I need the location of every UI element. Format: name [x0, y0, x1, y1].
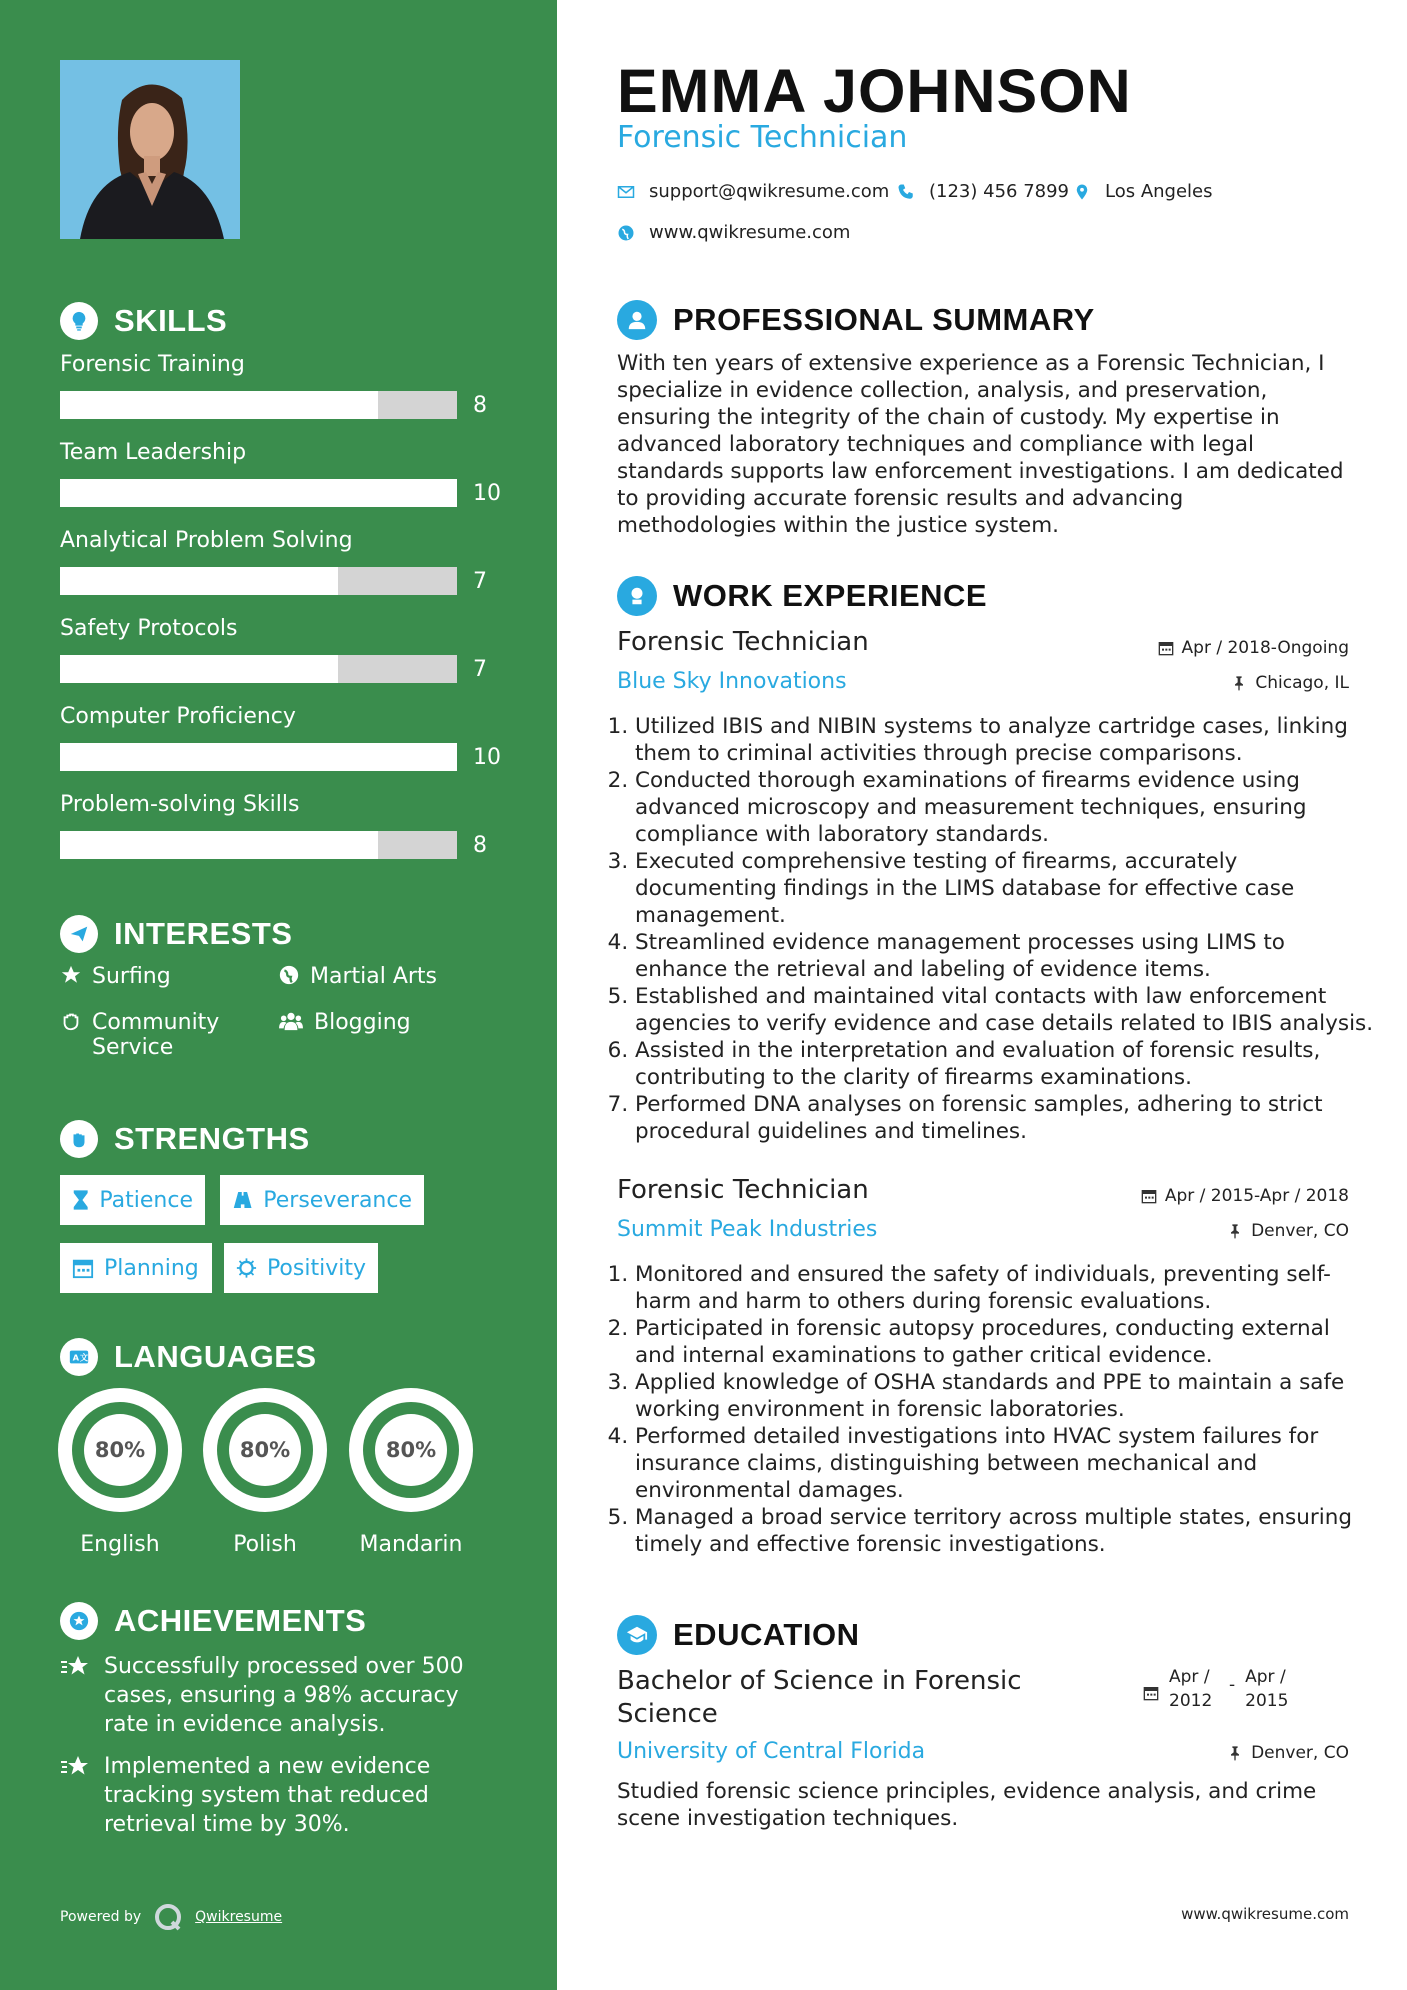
skill-value: 8: [473, 392, 487, 418]
footer-url[interactable]: www.qwikresume.com: [1181, 1905, 1349, 1923]
users-icon: [278, 1010, 304, 1032]
language-ring: [58, 1388, 182, 1512]
sidebar: [0, 0, 557, 1990]
strength-chip: Perseverance: [220, 1175, 424, 1225]
fist-icon: [60, 1120, 98, 1158]
language-icon: [60, 1338, 98, 1376]
job-dates: Apr / 2015-Apr / 2018: [1141, 1186, 1349, 1206]
interest-item: Blogging: [278, 1010, 411, 1035]
language-percent: 80%: [375, 1414, 447, 1486]
skill-value: 7: [473, 568, 487, 594]
education-description: Studied forensic science principles, evidence analysis, and crime scene investigation techniques.: [617, 1779, 1317, 1831]
experience-heading: WORK EXPERIENCE: [617, 576, 987, 616]
calendar-icon: [72, 1257, 94, 1279]
duty-item: 1. Utilized IBIS and NIBIN systems to analyze cartridge cases, linking them to criminal activities through precise comparisons.: [635, 713, 1377, 767]
skill-name: Analytical Problem Solving: [60, 528, 353, 553]
skill-item: [60, 792, 510, 859]
summary-heading: PROFESSIONAL SUMMARY: [617, 300, 1095, 340]
paper-plane-icon: [60, 915, 98, 953]
star-icon: [60, 964, 82, 986]
skill-name: Problem-solving Skills: [60, 792, 300, 817]
globe-icon: [617, 224, 635, 242]
duty-item: 4. Streamlined evidence management processes using LIMS to enhance the retrieval and labeling of evidence items.: [635, 929, 1377, 983]
language-ring: [349, 1388, 473, 1512]
pushpin-icon: [1231, 675, 1247, 691]
interest-item: Community Service: [60, 1010, 240, 1060]
skill-item: [60, 528, 510, 595]
svg-text:文: 文: [79, 1352, 89, 1363]
language-item: [349, 1388, 473, 1557]
language-name: Polish: [233, 1532, 297, 1557]
skill-name: Forensic Training: [60, 352, 245, 377]
job-duties: [610, 713, 1377, 1145]
job-title: Forensic Technician: [617, 1175, 869, 1205]
award-icon: [60, 1602, 98, 1640]
interests-heading: INTERESTS: [60, 915, 292, 953]
duty-item: 4. Performed detailed investigations into HVAC system failures for insurance claims, distinguishing between mechanical and environmental damages.: [635, 1423, 1377, 1504]
skill-value: 8: [473, 832, 487, 858]
qwikresume-link[interactable]: Qwikresume: [195, 1909, 283, 1925]
pushpin-icon: [1227, 1223, 1243, 1239]
skill-value: 7: [473, 656, 487, 682]
skill-bar: [60, 743, 457, 771]
skill-item: [60, 440, 510, 507]
svg-text:A: A: [72, 1352, 80, 1363]
education-school: University of Central Florida: [617, 1739, 926, 1764]
job-duties: [610, 1261, 1377, 1558]
skill-item: [60, 352, 510, 419]
contact-phone[interactable]: (123) 456 7899: [897, 181, 1069, 202]
language-name: Mandarin: [359, 1532, 463, 1557]
calendar-icon: [1158, 640, 1174, 656]
strength-chip: Patience: [60, 1175, 205, 1225]
education-degree: Bachelor of Science in Forensic Science: [617, 1666, 1022, 1729]
star-badge-icon: [60, 1654, 92, 1680]
road-icon: [232, 1189, 253, 1211]
candidate-name: EMMA JOHNSON: [617, 57, 1132, 125]
language-percent: 80%: [229, 1414, 301, 1486]
job-location: Denver, CO: [1227, 1221, 1349, 1241]
skill-item: [60, 616, 510, 683]
duty-item: 3. Executed comprehensive testing of firearms, accurately documenting findings in the LIMS database for effective case management.: [635, 848, 1377, 929]
skill-name: Computer Proficiency: [60, 704, 296, 729]
calendar-icon: [1141, 1188, 1157, 1204]
education-location: Denver, CO: [1227, 1743, 1349, 1763]
contact-website[interactable]: www.qwikresume.com: [617, 222, 850, 243]
map-pin-icon: [1073, 183, 1091, 201]
envelope-icon: [617, 183, 635, 201]
duty-item: 2. Participated in forensic autopsy procedures, conducting external and internal examinations to gather critical evidence.: [635, 1315, 1377, 1369]
candidate-title: Forensic Technician: [617, 120, 908, 155]
hourglass-icon: [72, 1189, 89, 1211]
education-dates: Apr / 2012 - Apr / 2015: [1143, 1665, 1288, 1713]
contact-email[interactable]: support@qwikresume.com: [617, 181, 889, 202]
skill-name: Safety Protocols: [60, 616, 238, 641]
hand-icon: [60, 1010, 82, 1032]
calendar-icon: [1143, 1685, 1159, 1701]
powered-by: Powered by Qwikresume: [60, 1902, 282, 1932]
skills-heading: SKILLS: [60, 302, 227, 340]
skill-value: 10: [473, 480, 501, 506]
achievement-item: Successfully processed over 500 cases, ensuring a 98% accuracy rate in evidence analysis.: [60, 1652, 500, 1739]
summary-text: With ten years of extensive experience as a Forensic Technician, I specialize in evidence collection, analysis, and preservation, ensuring the integrity of the chain of custody. My expertise in advanced laboratory techniques and compliance with legal standards supports law enforcement investigations. I am dedicated to providing accurate forensic results and advancing methodologies within the justice system.: [617, 351, 1344, 538]
phone-icon: [897, 183, 915, 201]
qwikresume-logo-icon: [153, 1902, 183, 1932]
sun-icon: [236, 1257, 257, 1279]
strength-chip: Planning: [60, 1243, 212, 1293]
strengths-heading: STRENGTHS: [60, 1120, 310, 1158]
job-location: Chicago, IL: [1231, 673, 1349, 693]
languages-heading: A 文 LANGUAGES: [60, 1338, 317, 1376]
skill-bar: [60, 479, 457, 507]
user-icon: [617, 300, 657, 340]
strength-chip: Positivity: [224, 1243, 378, 1293]
job-company: Summit Peak Industries: [617, 1217, 878, 1242]
job-company: Blue Sky Innovations: [617, 669, 847, 694]
interest-item: Surfing: [60, 964, 171, 989]
language-item: [203, 1388, 327, 1557]
skill-bar: [60, 655, 457, 683]
language-percent: 80%: [84, 1414, 156, 1486]
duty-item: 5. Established and maintained vital contacts with law enforcement agencies to verify evidence and case details related to IBIS analysis.: [635, 983, 1377, 1037]
skill-item: [60, 704, 510, 771]
duty-item: 6. Assisted in the interpretation and evaluation of forensic results, contributing to the clarity of firearms examinations.: [635, 1037, 1377, 1091]
graduation-cap-icon: [617, 1615, 657, 1655]
language-ring: [203, 1388, 327, 1512]
skill-name: Team Leadership: [60, 440, 247, 465]
globe-icon: [278, 964, 300, 986]
profile-photo: [60, 60, 240, 239]
education-heading: EDUCATION: [617, 1615, 859, 1655]
duty-item: 5. Managed a broad service territory across multiple states, ensuring timely and effective forensic investigations.: [635, 1504, 1377, 1558]
skill-bar: [60, 831, 457, 859]
language-item: [58, 1388, 182, 1557]
interest-item: Martial Arts: [278, 964, 437, 989]
duty-item: 1. Monitored and ensured the safety of individuals, preventing self-harm and harm to others during forensic evaluations.: [635, 1261, 1377, 1315]
skill-bar: [60, 391, 457, 419]
language-name: English: [80, 1532, 160, 1557]
lightbulb-icon: [60, 302, 98, 340]
job-title: Forensic Technician: [617, 627, 869, 657]
star-badge-icon: [60, 1754, 92, 1780]
duty-item: 2. Conducted thorough examinations of firearms evidence using advanced microscopy and measurement techniques, ensuring compliance with laboratory standards.: [635, 767, 1377, 848]
skill-value: 10: [473, 744, 501, 770]
achievement-item: Implemented a new evidence tracking system that reduced retrieval time by 30%.: [60, 1752, 500, 1839]
job-dates: Apr / 2018-Ongoing: [1158, 638, 1349, 658]
duty-item: 7. Performed DNA analyses on forensic samples, adhering to strict procedural guidelines and timelines.: [635, 1091, 1377, 1145]
duty-item: 3. Applied knowledge of OSHA standards and PPE to maintain a safe working environment in forensic laboratories.: [635, 1369, 1377, 1423]
achievements-heading: ACHIEVEMENTS: [60, 1602, 366, 1640]
briefcase-icon: [617, 576, 657, 616]
contact-location: Los Angeles: [1073, 181, 1213, 202]
pushpin-icon: [1227, 1745, 1243, 1761]
skill-bar: [60, 567, 457, 595]
